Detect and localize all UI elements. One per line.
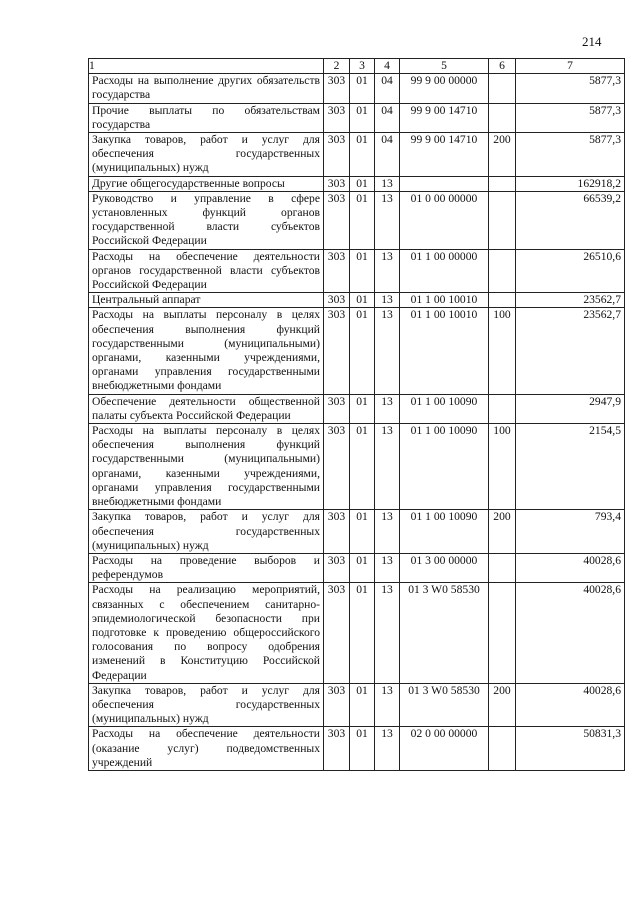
row-subsection: 13 [375,683,400,727]
row-expense-type [489,74,516,103]
row-admin-code: 303 [324,308,350,394]
table-header-row [89,59,625,74]
row-section: 01 [350,583,375,683]
row-expense-type [489,727,516,771]
table-row [89,308,625,394]
row-name: Другие общегосударственные вопросы [89,176,324,191]
row-name: Закупка товаров, работ и услуг для обеспечения государственных (муниципальных) нужд [89,510,324,554]
row-subsection: 04 [375,103,400,132]
row-subsection: 13 [375,727,400,771]
row-amount: 5877,3 [516,74,625,103]
table-row [89,133,625,177]
row-name: Расходы на проведение выборов и референдумов [89,553,324,582]
row-amount: 23562,7 [516,293,625,308]
row-subsection: 13 [375,424,400,510]
row-expense-type [489,176,516,191]
row-expense-type [489,394,516,423]
row-admin-code: 303 [324,133,350,177]
row-subsection: 13 [375,553,400,582]
row-name: Расходы на обеспечение деятельности (оказание услуг) подведомственных учреждений [89,727,324,771]
row-amount: 40028,6 [516,553,625,582]
row-amount: 793,4 [516,510,625,554]
table-row [89,293,625,308]
table-row [89,176,625,191]
row-admin-code: 303 [324,191,350,249]
row-name: Расходы на выплаты персоналу в целях обеспечения выполнения функций государственными (муниципальными) органами, казенными учреждениями, органами управления государственными внебюджетными фондами [89,308,324,394]
table-row [89,191,625,249]
row-admin-code: 303 [324,176,350,191]
row-expense-type: 200 [489,133,516,177]
table-row [89,727,625,771]
row-target-article: 01 3 00 00000 [400,553,489,582]
row-subsection: 04 [375,133,400,177]
row-target-article: 01 0 00 00000 [400,191,489,249]
row-target-article: 01 1 00 10090 [400,510,489,554]
row-subsection: 13 [375,293,400,308]
row-admin-code: 303 [324,424,350,510]
row-section: 01 [350,191,375,249]
row-target-article: 99 9 00 14710 [400,133,489,177]
row-admin-code: 303 [324,293,350,308]
row-expense-type: 200 [489,683,516,727]
table-row [89,74,625,103]
row-name: Расходы на выполнение других обязательств государства [89,74,324,103]
row-name: Закупка товаров, работ и услуг для обеспечения государственных (муниципальных) нужд [89,683,324,727]
row-admin-code: 303 [324,683,350,727]
row-target-article: 01 1 00 10090 [400,394,489,423]
row-admin-code: 303 [324,510,350,554]
row-admin-code: 303 [324,103,350,132]
row-expense-type: 100 [489,308,516,394]
row-section: 01 [350,553,375,582]
row-amount: 5877,3 [516,133,625,177]
row-name: Руководство и управление в сфере установленных функций органов государственной власти субъектов Российской Федерации [89,191,324,249]
table-row [89,583,625,683]
row-section: 01 [350,293,375,308]
row-subsection: 13 [375,191,400,249]
row-section: 01 [350,74,375,103]
row-name: Расходы на реализацию мероприятий, связанных с обеспечением санитарно-эпидемиологической безопасности при подготовке к проведению общероссийского голосования по вопросу одобрения изменений в Конституцию Российской Федерации [89,583,324,683]
header-col-7: 7 [516,59,625,74]
page-number: 214 [582,34,602,49]
row-admin-code: 303 [324,394,350,423]
row-section: 01 [350,394,375,423]
row-section: 01 [350,510,375,554]
row-target-article: 01 1 00 00000 [400,249,489,293]
row-admin-code: 303 [324,583,350,683]
row-expense-type: 200 [489,510,516,554]
row-amount: 40028,6 [516,583,625,683]
row-amount: 50831,3 [516,727,625,771]
row-name: Расходы на обеспечение деятельности органов государственной власти субъектов Российской Федерации [89,249,324,293]
row-expense-type: 100 [489,424,516,510]
row-target-article [400,176,489,191]
header-col-3: 3 [350,59,375,74]
row-section: 01 [350,249,375,293]
row-subsection: 13 [375,583,400,683]
row-section: 01 [350,683,375,727]
header-col-4: 4 [375,59,400,74]
row-section: 01 [350,103,375,132]
row-amount: 2154,5 [516,424,625,510]
row-name: Центральный аппарат [89,293,324,308]
row-subsection: 04 [375,74,400,103]
row-target-article: 01 3 W0 58530 [400,583,489,683]
budget-table [88,58,625,771]
row-subsection: 13 [375,510,400,554]
row-amount: 162918,2 [516,176,625,191]
row-amount: 5877,3 [516,103,625,132]
row-expense-type [489,293,516,308]
row-target-article: 01 1 00 10010 [400,308,489,394]
row-subsection: 13 [375,308,400,394]
row-expense-type [489,553,516,582]
table-row [89,424,625,510]
row-target-article: 99 9 00 00000 [400,74,489,103]
row-name: Прочие выплаты по обязательствам государства [89,103,324,132]
row-name: Расходы на выплаты персоналу в целях обеспечения выполнения функций государственными (муниципальными) органами, казенными учреждениями, органами управления государственными внебюджетными фондами [89,424,324,510]
row-admin-code: 303 [324,727,350,771]
row-subsection: 13 [375,176,400,191]
row-expense-type [489,103,516,132]
table-row [89,510,625,554]
row-section: 01 [350,424,375,510]
header-col-5: 5 [400,59,489,74]
header-col-2: 2 [324,59,350,74]
row-section: 01 [350,133,375,177]
row-admin-code: 303 [324,553,350,582]
header-col-6: 6 [489,59,516,74]
table-row [89,249,625,293]
table-row [89,683,625,727]
row-target-article: 99 9 00 14710 [400,103,489,132]
row-expense-type [489,583,516,683]
row-admin-code: 303 [324,74,350,103]
row-amount: 66539,2 [516,191,625,249]
row-target-article: 01 3 W0 58530 [400,683,489,727]
row-amount: 23562,7 [516,308,625,394]
table-row [89,394,625,423]
row-expense-type [489,191,516,249]
row-name: Обеспечение деятельности общественной палаты субъекта Российской Федерации [89,394,324,423]
row-subsection: 13 [375,394,400,423]
row-amount: 2947,9 [516,394,625,423]
header-col-1: 1 [89,59,324,74]
row-amount: 26510,6 [516,249,625,293]
table-row [89,103,625,132]
row-section: 01 [350,308,375,394]
row-subsection: 13 [375,249,400,293]
table-row [89,553,625,582]
row-target-article: 01 1 00 10090 [400,424,489,510]
row-admin-code: 303 [324,249,350,293]
row-target-article: 02 0 00 00000 [400,727,489,771]
row-target-article: 01 1 00 10010 [400,293,489,308]
row-amount: 40028,6 [516,683,625,727]
budget-table-body [89,59,625,771]
row-expense-type [489,249,516,293]
row-section: 01 [350,176,375,191]
row-name: Закупка товаров, работ и услуг для обеспечения государственных (муниципальных) нужд [89,133,324,177]
row-section: 01 [350,727,375,771]
